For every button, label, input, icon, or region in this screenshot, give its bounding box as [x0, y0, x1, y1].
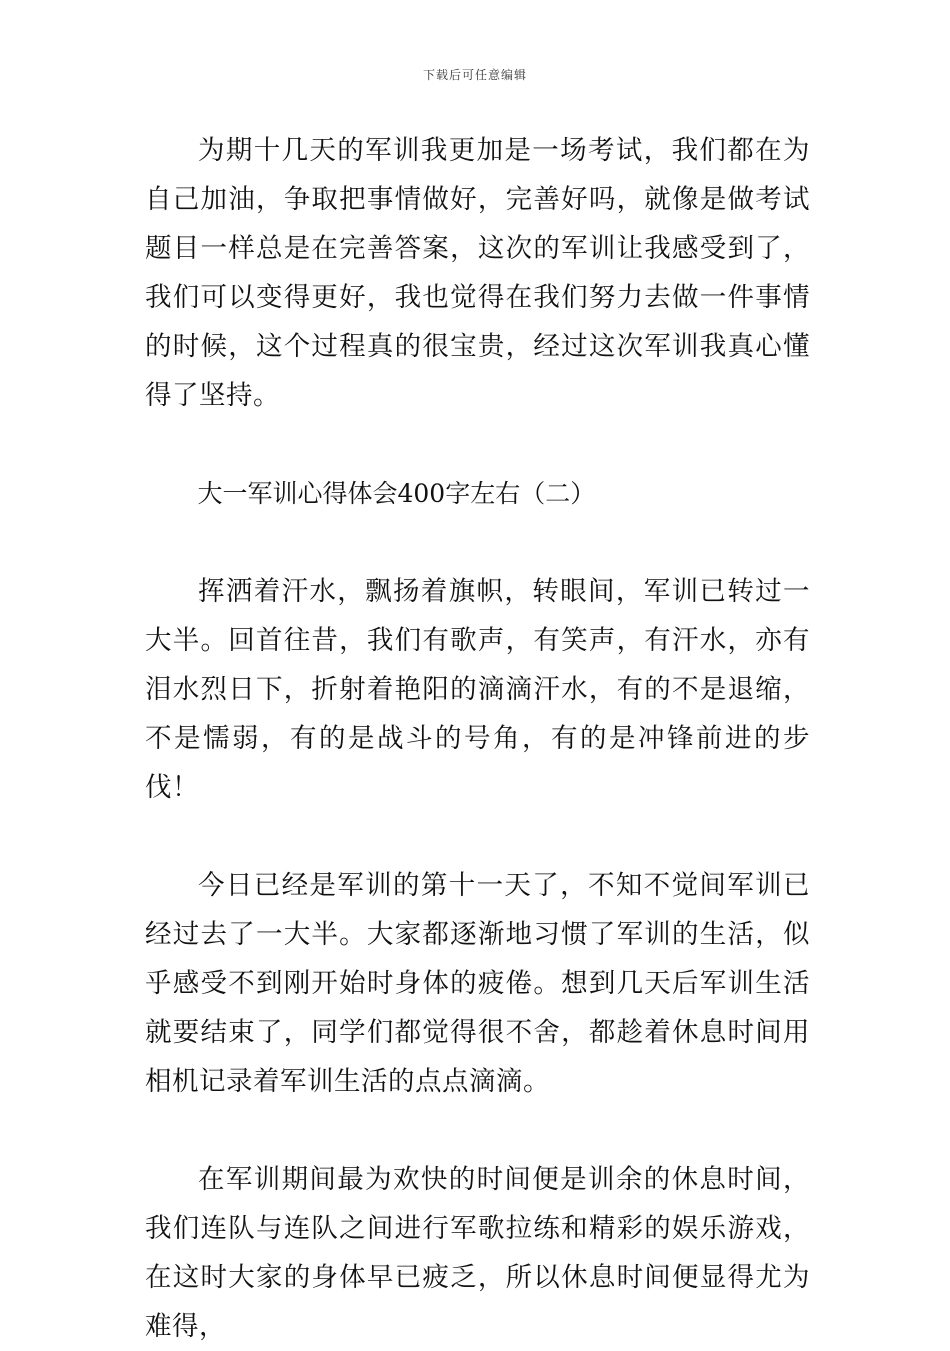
paragraph-2: 挥洒着汗水，飘扬着旗帜，转眼间，军训已转过一大半。回首往昔，我们有歌声，有笑声，有汗水，亦有泪水烈日下，折射着艳阳的滴滴汗水，有的不是退缩，不是懦弱，有的是战斗的号角，有的是冲锋前进的步伐！ — [145, 576, 810, 803]
paragraph-3: 今日已经是军训的第十一天了，不知不觉间军训已经过去了一大半。大家都逐渐地习惯了军训的生活，似乎感受不到刚开始时身体的疲倦。想到几天后军训生活就要结束了，同学们都觉得很不舍，都趁着休息时间用相机记录着军训生活的点点滴滴。 — [145, 870, 810, 1097]
page-header: 下载后可任意编辑 — [422, 68, 527, 82]
paragraph-spacer — [145, 420, 810, 469]
paragraph-spacer — [145, 518, 810, 567]
paragraph-spacer — [145, 812, 810, 861]
paragraph-1: 为期十几天的军训我更加是一场考试，我们都在为自己加油，争取把事情做好，完善好吗，就像是做考试题目一样总是在完善答案，这次的军训让我感受到了，我们可以变得更好，我也觉得在我们努力去做一件事情的时候，这个过程真的很宝贵，经过这次军训我真心懂得了坚持。 — [145, 135, 810, 411]
paragraph-4: 在军训期间最为欢快的时间便是训余的休息时间，我们连队与连队之间进行军歌拉练和精彩的娱乐游戏，在这时大家的身体早已疲乏，所以休息时间便显得尤为难得， — [145, 1164, 810, 1342]
section-heading: 大一军训心得体会400字左右（二） — [197, 479, 596, 508]
paragraph-spacer — [145, 1106, 810, 1155]
document-body — [145, 126, 810, 1351]
